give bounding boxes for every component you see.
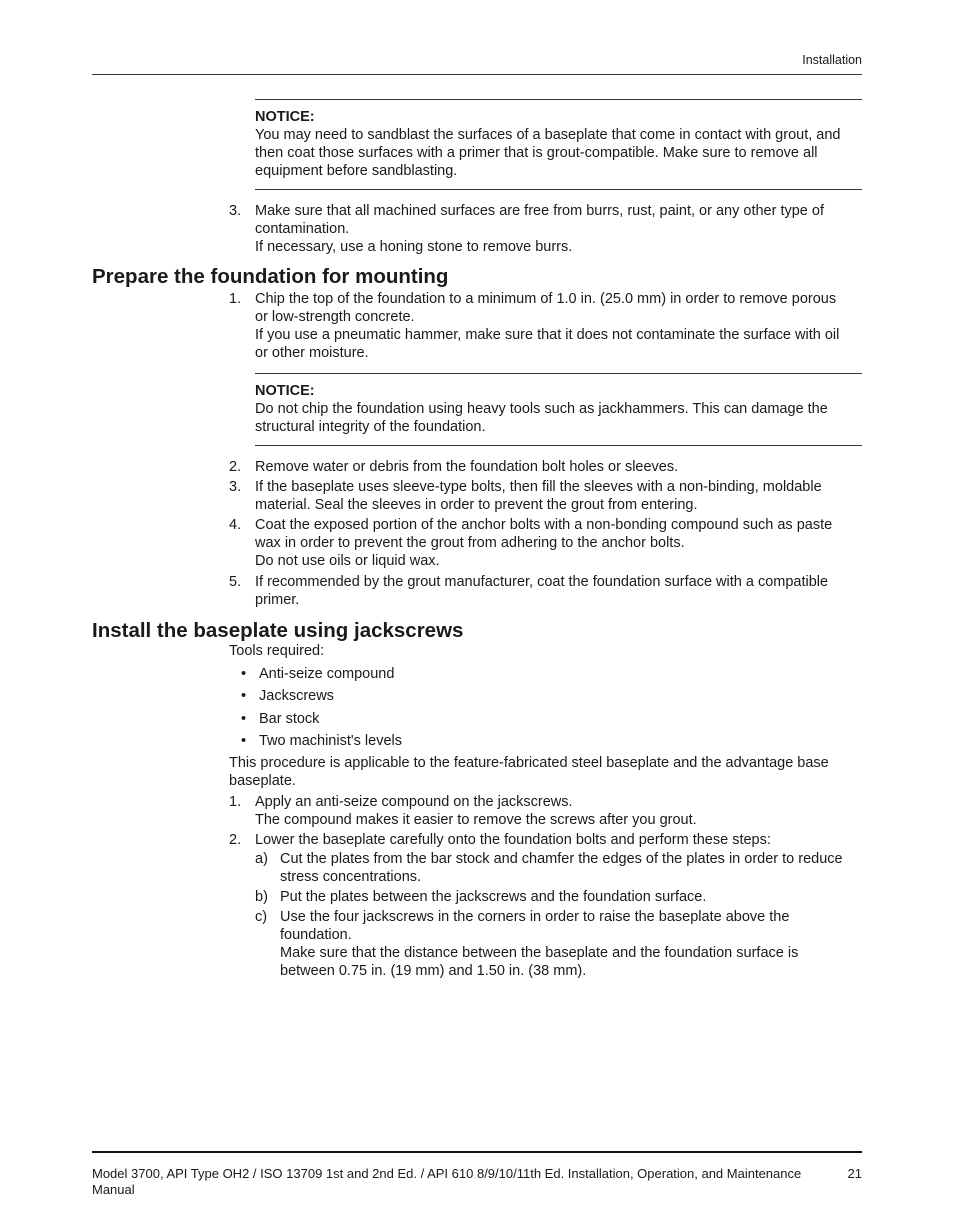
step-number: 5. (229, 574, 242, 590)
section-heading-install-baseplate: Install the baseplate using jackscrews (92, 619, 464, 642)
step-line: Lower the baseplate carefully onto the foundation bolts and perform these steps: (255, 832, 771, 848)
step-number: 2. (229, 832, 242, 848)
substep-c-use-jackscrews (255, 908, 865, 980)
notice-box-sandblast (255, 99, 862, 190)
step-3-sleeve-bolts (229, 478, 869, 514)
page-number: 21 (847, 1166, 862, 1181)
step-line: or other moisture. (255, 345, 369, 361)
bullet-icon: • (241, 733, 247, 749)
footer-divider (92, 1151, 862, 1153)
tools-required-label: Tools required: (229, 643, 325, 659)
intro-line: This procedure is applicable to the feature-fabricated steel baseplate and the advantage base (229, 755, 829, 771)
step-line: Put the plates between the jackscrews and the foundation surface. (280, 889, 707, 905)
step-line: contamination. (255, 221, 350, 237)
step-line: Make sure that all machined surfaces are free from burrs, rust, paint, or any other type of (255, 203, 824, 219)
substep-a-cut-plates (255, 850, 865, 886)
procedure-intro (229, 754, 829, 790)
step-1-anti-seize (229, 793, 869, 829)
notice-line: equipment before sandblasting. (255, 163, 458, 179)
step-line: If the baseplate uses sleeve-type bolts, then fill the sleeves with a non-binding, moldable (255, 479, 822, 495)
step-line: wax in order to prevent the grout from adhering to the anchor bolts. (255, 535, 685, 551)
notice-line: structural integrity of the foundation. (255, 419, 486, 435)
step-number: 1. (229, 291, 242, 307)
notice-line: You may need to sandblast the surfaces of a baseplate that come in contact with grout, and (255, 127, 841, 143)
step-line: primer. (255, 592, 300, 608)
footer-line: Model 3700, API Type OH2 / ISO 13709 1st and 2nd Ed. / API 610 8/9/10/11th Ed. Installation, Operation, and Maintenance (92, 1166, 802, 1181)
section-heading-prepare-foundation: Prepare the foundation for mounting (92, 265, 449, 288)
step-4-coat-anchor-bolts (229, 516, 869, 570)
step-number: 3. (229, 203, 242, 219)
bullet-icon: • (241, 711, 247, 727)
step-line: Make sure that the distance between the baseplate and the foundation surface is (280, 945, 799, 961)
step-line: or low-strength concrete. (255, 309, 415, 325)
step-1-chip-foundation (229, 290, 869, 362)
running-header: Installation (802, 53, 862, 67)
substep-letter: c) (255, 909, 268, 925)
step-number: 4. (229, 517, 242, 533)
step-line: stress concentrations. (280, 869, 422, 885)
step-line: between 0.75 in. (19 mm) and 1.50 in. (38 mm). (280, 963, 587, 979)
footer-line: Manual (92, 1182, 135, 1197)
step-line: If you use a pneumatic hammer, make sure that it does not contaminate the surface with oil (255, 327, 840, 343)
step-line: Apply an anti-seize compound on the jackscrews. (255, 794, 573, 810)
tool-name: Jackscrews (259, 688, 334, 704)
substep-letter: b) (255, 889, 268, 905)
notice-title: NOTICE: (255, 383, 315, 399)
substep-b-put-plates (255, 888, 865, 906)
step-line: The compound makes it easier to remove the screws after you grout. (255, 812, 697, 828)
step-line: Use the four jackscrews in the corners in order to raise the baseplate above the (280, 909, 790, 925)
step-number: 3. (229, 479, 242, 495)
step-line: Chip the top of the foundation to a minimum of 1.0 in. (25.0 mm) in order to remove porous (255, 291, 837, 307)
bullet-icon: • (241, 666, 247, 682)
notice-box-jackhammer (255, 373, 862, 446)
footer-document-title (92, 1166, 837, 1198)
step-number: 2. (229, 459, 242, 475)
tool-name: Anti-seize compound (259, 666, 395, 682)
notice-line: then coat those surfaces with a primer that is grout-compatible. Make sure to remove all (255, 145, 818, 161)
step-line: foundation. (280, 927, 352, 943)
step-line: Coat the exposed portion of the anchor bolts with a non-bonding compound such as paste (255, 517, 833, 533)
step-5-primer (229, 573, 869, 609)
intro-line: baseplate. (229, 773, 296, 789)
step-2-lower-baseplate (229, 831, 869, 849)
notice-title: NOTICE: (255, 109, 315, 125)
tool-name: Bar stock (259, 711, 320, 727)
notice-body (255, 400, 828, 436)
header-divider (92, 74, 862, 75)
notice-line: Do not chip the foundation using heavy tools such as jackhammers. This can damage the (255, 401, 828, 417)
step-3-machined-surfaces (229, 202, 869, 256)
step-line: Cut the plates from the bar stock and chamfer the edges of the plates in order to reduce (280, 851, 843, 867)
notice-body (255, 126, 840, 180)
step-number: 1. (229, 794, 242, 810)
tool-name: Two machinist's levels (259, 733, 402, 749)
step-2-remove-water (229, 458, 869, 476)
step-line: Remove water or debris from the foundation bolt holes or sleeves. (255, 459, 679, 475)
bullet-icon: • (241, 688, 247, 704)
step-line: material. Seal the sleeves in order to prevent the grout from entering. (255, 497, 698, 513)
step-line: If recommended by the grout manufacturer, coat the foundation surface with a compatible (255, 574, 829, 590)
step-line: If necessary, use a honing stone to remove burrs. (255, 239, 573, 255)
substep-letter: a) (255, 851, 268, 867)
step-line: Do not use oils or liquid wax. (255, 553, 440, 569)
